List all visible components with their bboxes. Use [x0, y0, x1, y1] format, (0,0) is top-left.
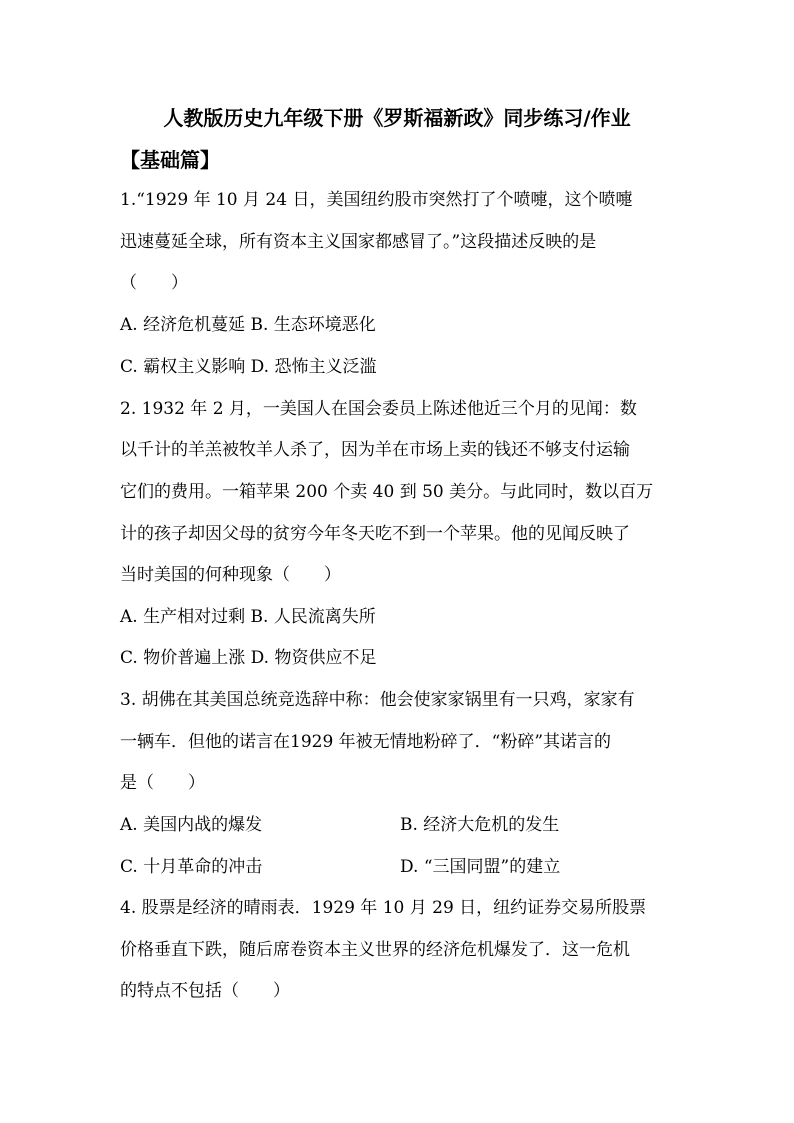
question-1-line-2: 迅速蔓延全球，所有资本主义国家都感冒了。”这段描述反映的是: [120, 232, 597, 252]
section-heading: 【基础篇】: [120, 148, 220, 172]
question-4-line-2: 价格垂直下跌，随后席卷资本主义世界的经济危机爆发了．这一危机: [120, 940, 630, 960]
document-title: 人教版历史九年级下册《罗斯福新政》同步练习/作业: [163, 106, 631, 130]
question-3-option-b: B. 经济大危机的发生: [400, 815, 560, 835]
question-1-line-1: 1.“1929 年 10 月 24 日，美国纽约股市突然打了个喷嚏，这个喷嚏: [120, 190, 633, 210]
question-2-line-4: 计的孩子却因父母的贫穷今年冬天吃不到一个苹果。他的见闻反映了: [120, 524, 630, 544]
question-2-line-1: 2. 1932 年 2 月，一美国人在国会委员上陈述他近三个月的见闻：数: [120, 399, 637, 419]
question-2-line-3: 它们的费用。一箱苹果 200 个卖 40 到 50 美分。与此同时，数以百万: [120, 482, 654, 502]
question-3-line-3: 是（ ）: [120, 773, 205, 793]
question-3-line-2: 一辆车．但他的诺言在1929 年被无情地粉碎了．“粉碎”其诺言的: [120, 732, 612, 752]
question-3-line-1: 3. 胡佛在其美国总统竞选辞中称：他会使家家锅里有一只鸡，家家有: [120, 690, 635, 710]
question-2-options-row-2: C. 物价普遍上涨 D. 物资供应不足: [120, 648, 377, 668]
question-2-line-2: 以千计的羊羔被牧羊人杀了，因为羊在市场上卖的钱还不够支付运输: [120, 440, 630, 460]
question-3-option-c: C. 十月革命的冲击: [120, 857, 263, 877]
question-1-options-row-1: A. 经济危机蔓延 B. 生态环境恶化: [120, 315, 376, 335]
question-1-line-3: （ ）: [120, 273, 188, 293]
question-3-option-a: A. 美国内战的爆发: [120, 815, 263, 835]
question-2-line-5: 当时美国的何种现象（ ）: [120, 565, 341, 585]
question-3-option-d: D. “三国同盟”的建立: [400, 857, 561, 877]
question-4-line-1: 4. 股票是经济的晴雨表．1929 年 10 月 29 日，纽约证券交易所股票: [120, 898, 647, 918]
question-4-line-3: 的特点不包括（ ）: [120, 981, 290, 1001]
question-2-options-row-1: A. 生产相对过剩 B. 人民流离失所: [120, 607, 376, 627]
question-1-options-row-2: C. 霸权主义影响 D. 恐怖主义泛滥: [120, 357, 377, 377]
